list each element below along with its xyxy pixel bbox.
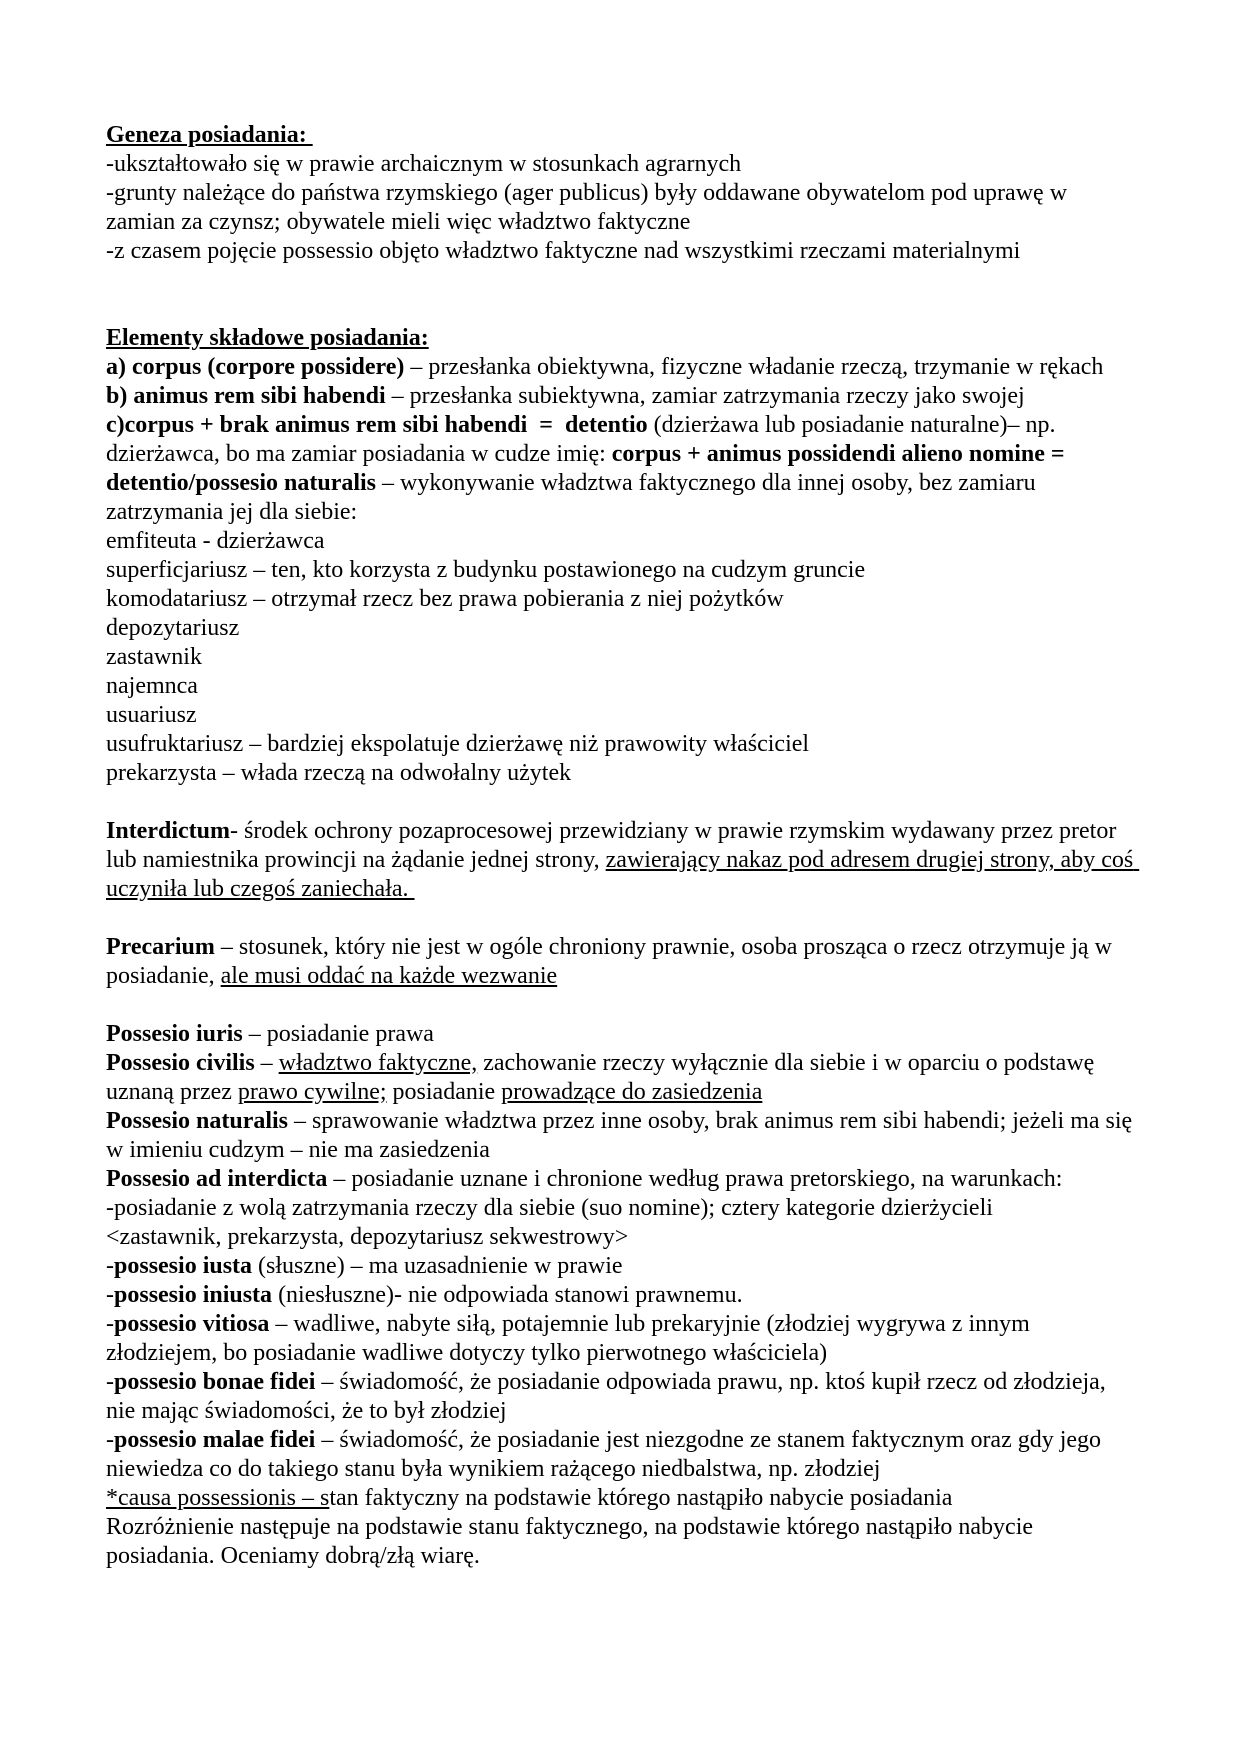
item-b-animus bbox=[106, 382, 1140, 411]
list-emfiteuta bbox=[106, 527, 1140, 556]
body-text: usufruktariusz – bardziej ekspolatuje dzierżawę niż prawowity właściciel bbox=[106, 731, 810, 757]
list-superficjariusz bbox=[106, 556, 1140, 585]
body-text: zachowanie rzeczy wyłącznie dla siebie i w oparciu o podstawę uznaną przez bbox=[106, 1050, 1101, 1105]
body-text: Rozróżnienie następuje na podstawie stanu faktycznego, na podstawie którego nastąpiło nabycie posiadania. Oceniamy dobrą/złą wiarę. bbox=[106, 1514, 1040, 1569]
bold-term: b) animus rem sibi habendi bbox=[106, 383, 386, 409]
paragraph-possesio-civilis bbox=[106, 1049, 1140, 1107]
paragraph-possesio-naturalis bbox=[106, 1107, 1140, 1165]
heading-elementy bbox=[106, 324, 1140, 353]
body-text: (niesłuszne)- nie odpowiada stanowi prawnemu. bbox=[272, 1282, 743, 1308]
list-najemnca bbox=[106, 672, 1140, 701]
line-causa-possessionis bbox=[106, 1484, 1140, 1513]
body-text: – przesłanka subiektywna, zamiar zatrzymania rzeczy jako swojej bbox=[385, 383, 1025, 409]
bold-term: possesio iniusta bbox=[114, 1282, 273, 1308]
heading-text: Geneza posiadania: bbox=[106, 122, 313, 148]
blank-line bbox=[106, 266, 1140, 295]
body-text: -grunty należące do państwa rzymskiego (ager publicus) były oddawane obywatelom pod uprawę w zamian za czynsz; obywatele mieli więc władztwo faktyczne bbox=[106, 180, 1074, 235]
body-text: zastawnik bbox=[106, 644, 202, 670]
body-text: emfiteuta - dzierżawca bbox=[106, 528, 325, 554]
list-prekarzysta bbox=[106, 759, 1140, 788]
bold-term: Possesio naturalis bbox=[106, 1108, 289, 1134]
paragraph-rozroznienie bbox=[106, 1513, 1140, 1571]
list-usufruktariusz bbox=[106, 730, 1140, 759]
underlined-text: *causa possessionis – s bbox=[106, 1485, 330, 1511]
body-text: usuariusz bbox=[106, 702, 197, 728]
body-text: <zastawnik, prekarzysta, depozytariusz sekwestrowy> bbox=[106, 1224, 629, 1250]
body-text: – sprawowanie władztwa przez inne osoby, brak animus rem sibi habendi; jeżeli ma się w imieniu cudzym – nie ma zasiedzenia bbox=[106, 1108, 1139, 1163]
body-text: depozytariusz bbox=[106, 615, 240, 641]
body-text: superficjariusz – ten, kto korzysta z budynku postawionego na cudzym gruncie bbox=[106, 557, 866, 583]
body-text: -z czasem pojęcie possessio objęto władztwo faktyczne nad wszystkimi rzeczami materialnymi bbox=[106, 238, 1021, 264]
bold-term: possesio malae fidei bbox=[114, 1427, 316, 1453]
body-text: - bbox=[106, 1369, 114, 1395]
body-text: tan faktyczny na podstawie którego nastąpiło nabycie posiadania bbox=[329, 1485, 953, 1511]
body-text: – przesłanka obiektywna, fizyczne władanie rzeczą, trzymanie w rękach bbox=[404, 354, 1104, 380]
bullet-z-czasem bbox=[106, 237, 1140, 266]
bold-term: corpus + animus possidendi alieno nomine = detentio/possesio naturalis bbox=[106, 441, 1071, 496]
body-text: prekarzysta – włada rzeczą na odwołalny użytek bbox=[106, 760, 572, 786]
body-text: - bbox=[106, 1253, 114, 1279]
body-text: najemnca bbox=[106, 673, 198, 699]
bold-term: possesio iusta bbox=[114, 1253, 253, 1279]
body-text: - bbox=[106, 1427, 114, 1453]
bullet-possesio-malae-fidei bbox=[106, 1426, 1140, 1484]
bullet-grunty bbox=[106, 179, 1140, 237]
bullet-possesio-iniusta bbox=[106, 1281, 1140, 1310]
blank-line bbox=[106, 991, 1140, 1020]
heading-text: Elementy składowe posiadania: bbox=[106, 325, 429, 351]
list-zastawnik bbox=[106, 643, 1140, 672]
blank-line bbox=[106, 788, 1140, 817]
bullet-possesio-vitiosa bbox=[106, 1310, 1140, 1368]
bold-term: Possesio iuris bbox=[106, 1021, 243, 1047]
list-komodatariusz bbox=[106, 585, 1140, 614]
paragraph-precarium bbox=[106, 933, 1140, 991]
body-text: (dzierżawa lub posiadanie naturalne)– np. dzierżawca, bo ma zamiar posiadania w cudze imię: bbox=[106, 412, 1062, 467]
bullet-posiadanie-z-wola bbox=[106, 1194, 1140, 1223]
body-text: – wadliwe, nabyte siłą, potajemnie lub prekaryjnie (złodziej wygrywa z innym złodziejem, bo posiadanie wadliwe dotyczy tylko pierwotnego właściciela) bbox=[106, 1311, 1036, 1366]
blank-line bbox=[106, 295, 1140, 324]
list-depozytariusz bbox=[106, 614, 1140, 643]
body-text: – wykonywanie władztwa faktycznego dla innej osoby, bez zamiaru zatrzymania jej dla siebie: bbox=[106, 470, 1042, 525]
underlined-text: prawo cywilne; bbox=[237, 1079, 387, 1105]
body-text: – świadomość, że posiadanie jest niezgodne ze stanem faktycznym oraz gdy jego niewiedza co do takiego stanu była wynikiem rażącego niedbalstwa, np. złodziej bbox=[106, 1427, 1108, 1482]
bold-term: Interdictum bbox=[106, 818, 230, 844]
body-text: – posiadanie prawa bbox=[242, 1021, 434, 1047]
body-text: (słuszne) – ma uzasadnienie w prawie bbox=[252, 1253, 623, 1279]
bold-term: c)corpus + brak animus rem sibi habendi = detentio bbox=[106, 412, 648, 438]
body-text: posiadanie bbox=[386, 1079, 502, 1105]
body-text: – stosunek, który nie jest w ogóle chroniony prawnie, osoba prosząca o rzecz otrzymuje ją w posiadanie, bbox=[106, 934, 1118, 989]
document-content bbox=[106, 121, 1140, 1571]
underlined-text: władztwo faktyczne, bbox=[278, 1050, 478, 1076]
bold-term: possesio vitiosa bbox=[114, 1311, 270, 1337]
bold-term: Precarium bbox=[106, 934, 215, 960]
heading-geneza bbox=[106, 121, 1140, 150]
body-text: -posiadanie z wolą zatrzymania rzeczy dla siebie (suo nomine); cztery kategorie dzierżycieli bbox=[106, 1195, 993, 1221]
list-usuariusz bbox=[106, 701, 1140, 730]
bullet-possesio-iusta bbox=[106, 1252, 1140, 1281]
item-c-detentio bbox=[106, 411, 1140, 527]
bold-term: Possesio ad interdicta bbox=[106, 1166, 328, 1192]
item-a-corpus bbox=[106, 353, 1140, 382]
body-text: – świadomość, że posiadanie odpowiada prawu, np. ktoś kupił rzecz od złodzieja, nie mając świadomości, że to był złodziej bbox=[106, 1369, 1112, 1424]
body-text: – bbox=[254, 1050, 279, 1076]
body-text: - środek ochrony pozaprocesowej przewidziany w prawie rzymskim wydawany przez pretor lub namiestnika prowincji na żądanie jednej strony, bbox=[106, 818, 1123, 873]
paragraph-interdictum bbox=[106, 817, 1140, 904]
bullet-possesio-bonae-fidei bbox=[106, 1368, 1140, 1426]
body-text: -ukształtowało się w prawie archaicznym w stosunkach agrarnych bbox=[106, 151, 742, 177]
paragraph-possesio-iuris bbox=[106, 1020, 1140, 1049]
bold-term: possesio bonae fidei bbox=[114, 1369, 316, 1395]
body-text: - bbox=[106, 1282, 114, 1308]
body-text: - bbox=[106, 1311, 114, 1337]
underlined-text: prowadzące do zasiedzenia bbox=[501, 1079, 763, 1105]
blank-line bbox=[106, 904, 1140, 933]
bold-term: Possesio civilis bbox=[106, 1050, 255, 1076]
underlined-text: ale musi oddać na każde wezwanie bbox=[220, 963, 558, 989]
underlined-text: zawierający nakaz pod adresem drugiej strony, aby coś uczyniła lub czegoś zaniechała. bbox=[106, 847, 1140, 902]
bullet-ukstaltowalo bbox=[106, 150, 1140, 179]
bold-term: a) corpus (corpore possidere) bbox=[106, 354, 405, 380]
paragraph-possesio-ad-interdicta bbox=[106, 1165, 1140, 1194]
body-text: komodatariusz – otrzymał rzecz bez prawa pobierania z niej pożytków bbox=[106, 586, 784, 612]
line-kategorie bbox=[106, 1223, 1140, 1252]
body-text: – posiadanie uznane i chronione według prawa pretorskiego, na warunkach: bbox=[327, 1166, 1063, 1192]
